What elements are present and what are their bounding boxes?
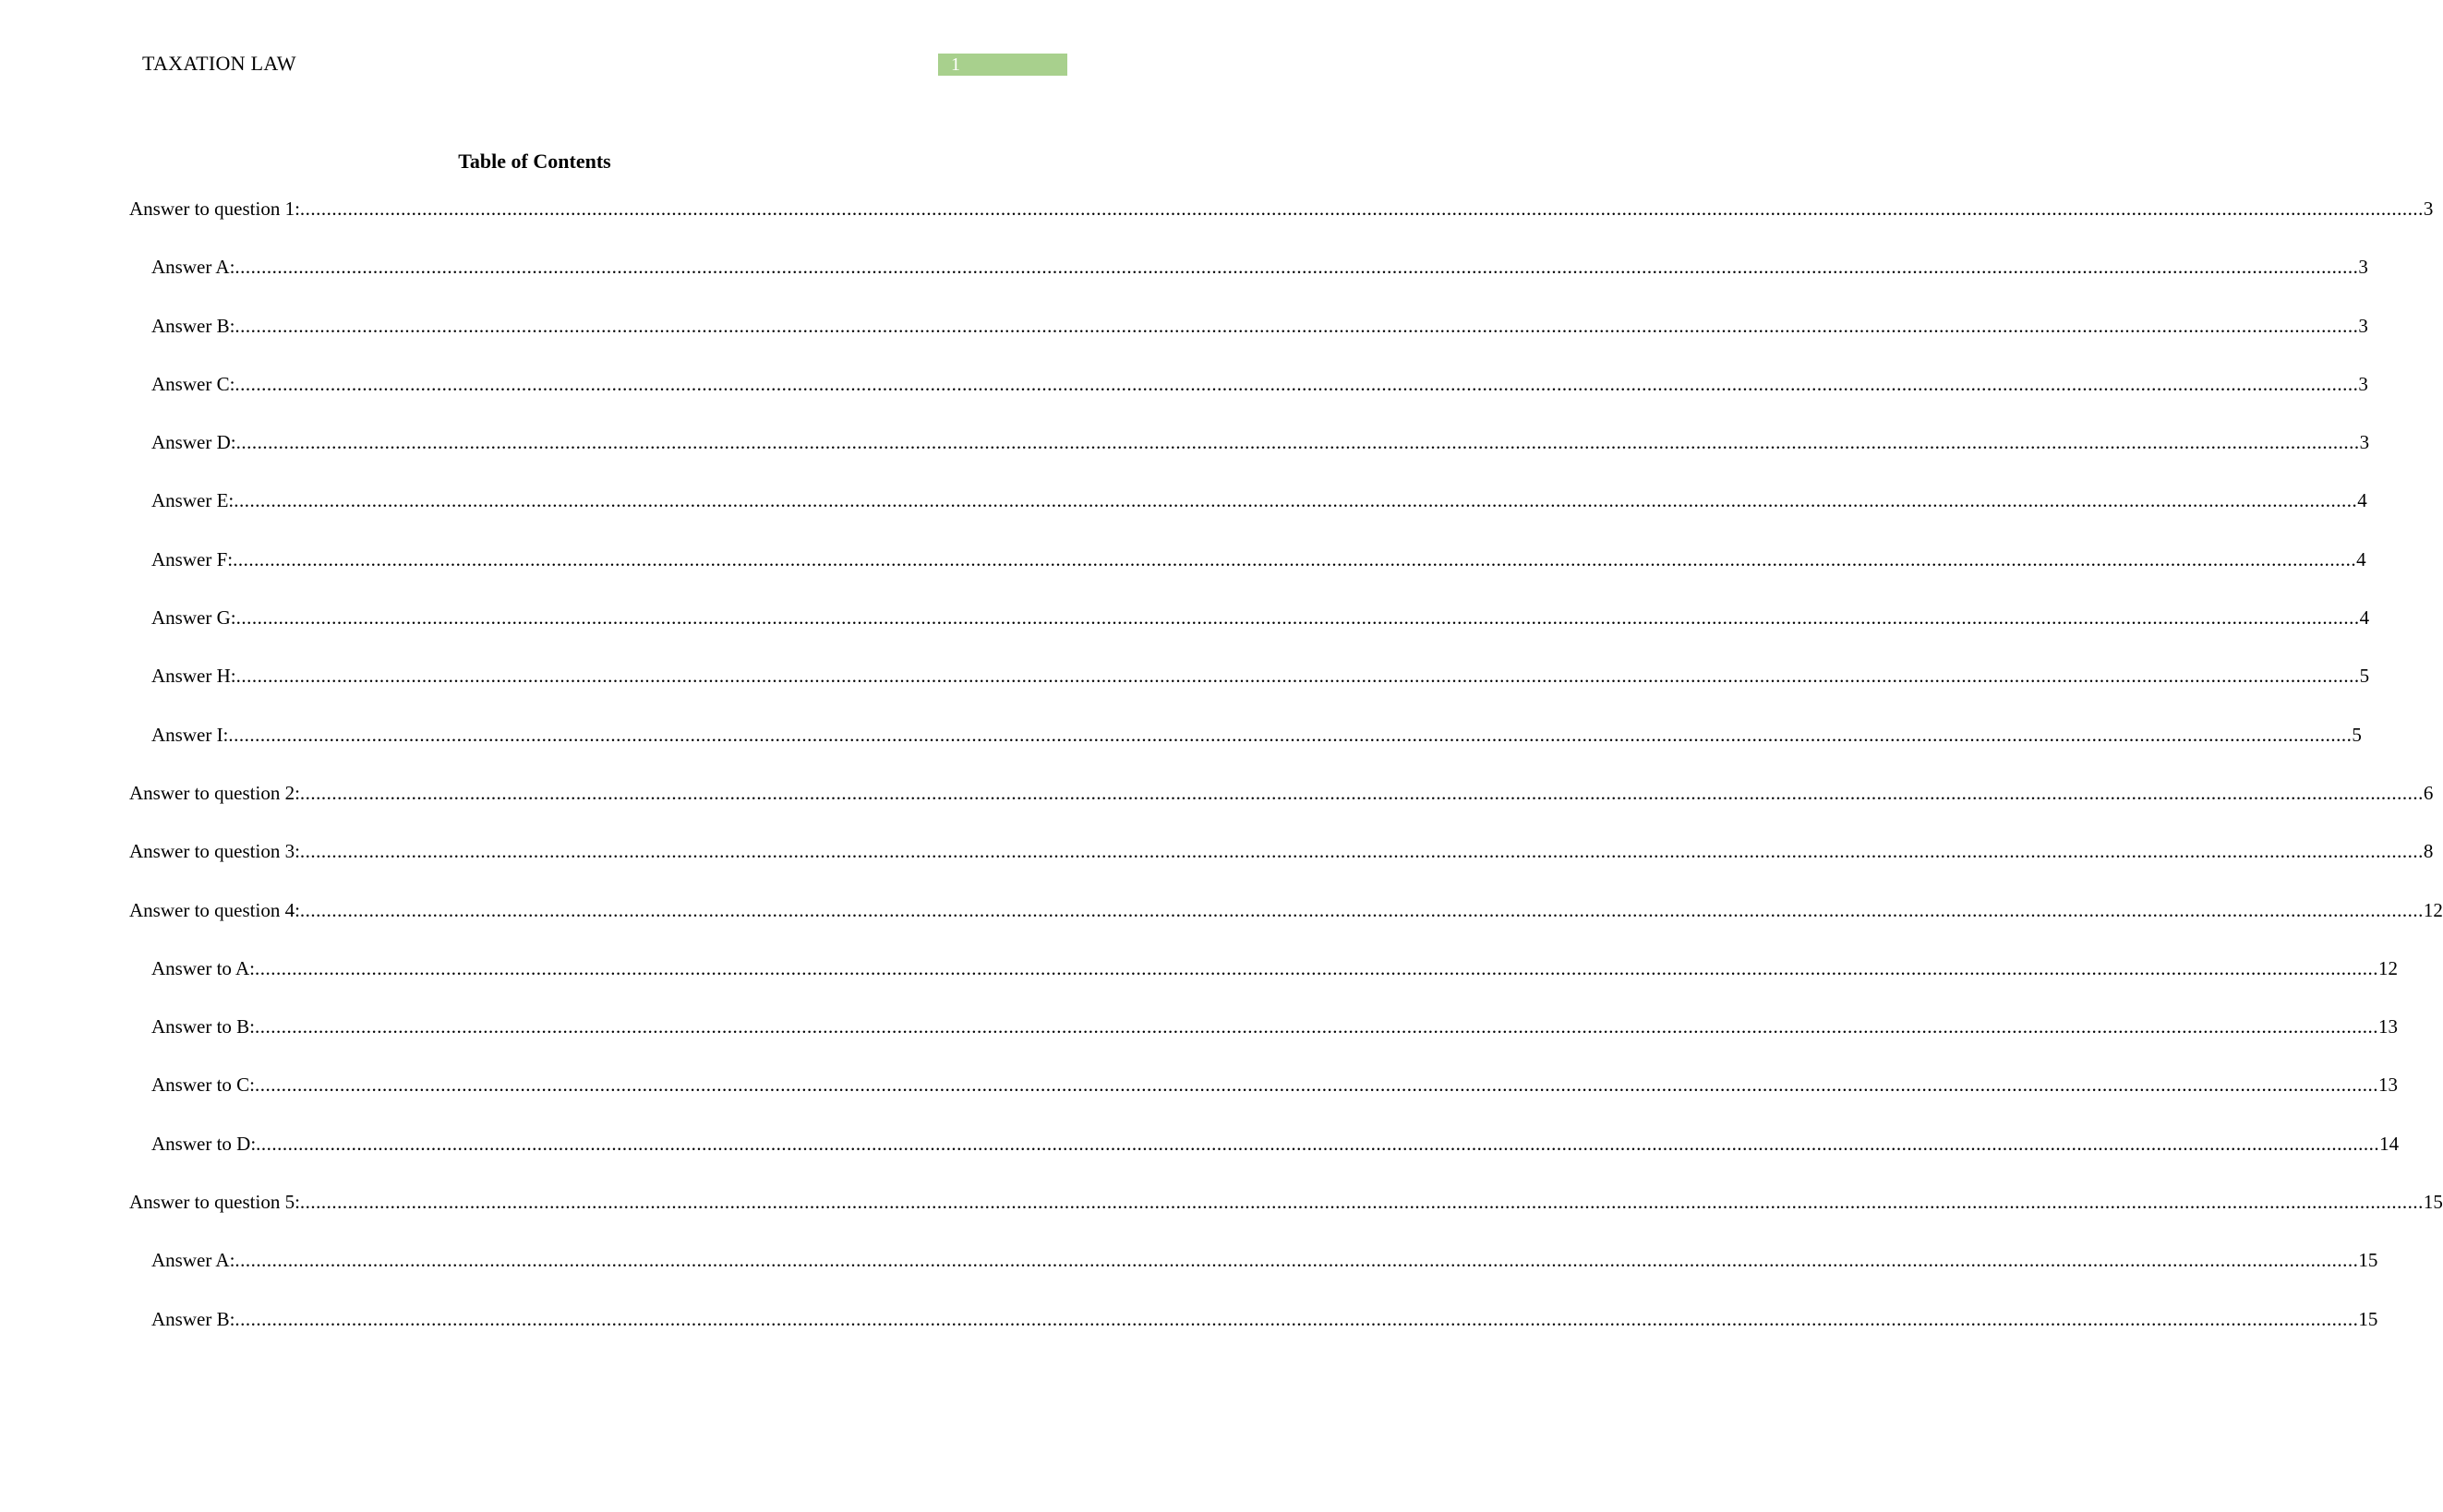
toc-entry[interactable] xyxy=(129,606,2370,665)
toc-entry[interactable] xyxy=(129,1249,2378,1307)
toc-entry-page: 5 xyxy=(2359,665,2370,688)
toc-entry-label: Answer B: xyxy=(151,1307,235,1330)
toc-entry[interactable] xyxy=(129,1015,2398,1074)
toc-entry-label: Answer to B: xyxy=(151,1015,255,1038)
toc-entry-label: Answer to A: xyxy=(151,956,255,979)
toc-dot-leader: ................................................................................................................................................................................................................................................................................................................................................................................................................ xyxy=(228,723,2353,746)
toc-entry-page: 12 xyxy=(2378,956,2398,979)
toc-dot-leader: ................................................................................................................................................................................................................................................................................................................................................................................................................ xyxy=(235,1307,2359,1330)
header-title: TAXATION LAW xyxy=(142,52,296,75)
toc-entry-page: 3 xyxy=(2358,372,2368,395)
toc-dot-leader: ................................................................................................................................................................................................................................................................................................................................................................................................................ xyxy=(299,840,2424,863)
toc-entry[interactable] xyxy=(129,1132,2400,1191)
toc-entry[interactable] xyxy=(129,198,2434,256)
toc-dot-leader: ................................................................................................................................................................................................................................................................................................................................................................................................................ xyxy=(235,314,2359,337)
toc-entry-page: 15 xyxy=(2423,1191,2443,1214)
toc-entry[interactable] xyxy=(129,314,2368,373)
toc-entry-label: Answer to C: xyxy=(151,1074,255,1097)
toc-entry-label: Answer G: xyxy=(151,606,236,630)
toc-entry-label: Answer B: xyxy=(151,314,235,337)
toc-entry-label: Answer D: xyxy=(151,431,236,454)
toc-entry-page: 13 xyxy=(2378,1015,2398,1038)
toc-entry-label: Answer to question 3: xyxy=(129,840,300,863)
toc-entry[interactable] xyxy=(129,781,2434,840)
toc-dot-leader: ................................................................................................................................................................................................................................................................................................................................................................................................................ xyxy=(235,431,2360,454)
toc-entry-page: 4 xyxy=(2359,606,2370,630)
toc-entry-page: 12 xyxy=(2423,898,2443,921)
toc-entry-label: Answer I: xyxy=(151,723,229,746)
toc-entry-label: Answer to question 4: xyxy=(129,898,300,921)
toc-entry-page: 4 xyxy=(2357,489,2367,512)
toc-dot-leader: ................................................................................................................................................................................................................................................................................................................................................................................................................ xyxy=(299,898,2424,921)
toc-dot-leader: ................................................................................................................................................................................................................................................................................................................................................................................................................ xyxy=(233,547,2357,570)
toc-dot-leader: ................................................................................................................................................................................................................................................................................................................................................................................................................ xyxy=(255,1015,2378,1038)
toc-dot-leader: ................................................................................................................................................................................................................................................................................................................................................................................................................ xyxy=(234,489,2358,512)
toc-entry-label: Answer H: xyxy=(151,665,236,688)
toc-dot-leader: ................................................................................................................................................................................................................................................................................................................................................................................................................ xyxy=(299,198,2424,220)
toc-entry-page: 5 xyxy=(2352,723,2362,746)
toc-dot-leader: ................................................................................................................................................................................................................................................................................................................................................................................................................ xyxy=(235,665,2360,688)
toc-dot-leader: ................................................................................................................................................................................................................................................................................................................................................................................................................ xyxy=(255,956,2378,979)
toc-entry[interactable] xyxy=(129,372,2368,431)
toc-entry-label: Answer to question 5: xyxy=(129,1191,300,1214)
toc-entry-page: 13 xyxy=(2378,1074,2398,1097)
toc-entry-label: Answer F: xyxy=(151,547,234,570)
toc-entry-page: 14 xyxy=(2379,1132,2400,1155)
toc-entry[interactable] xyxy=(129,956,2398,1015)
toc-dot-leader: ................................................................................................................................................................................................................................................................................................................................................................................................................ xyxy=(255,1074,2378,1097)
page-number-badge: 1 xyxy=(938,54,1067,76)
toc-entry[interactable] xyxy=(129,840,2434,898)
toc-dot-leader: ................................................................................................................................................................................................................................................................................................................................................................................................................ xyxy=(256,1132,2380,1155)
toc-dot-leader: ................................................................................................................................................................................................................................................................................................................................................................................................................ xyxy=(235,606,2360,630)
toc-entry[interactable] xyxy=(129,1191,2443,1249)
toc-entry-page: 6 xyxy=(2423,781,2434,804)
toc-entry-label: Answer to question 1: xyxy=(129,198,300,220)
toc-entry-label: Answer to question 2: xyxy=(129,781,300,804)
toc-entry-page: 15 xyxy=(2358,1249,2378,1272)
toc-entry-page: 8 xyxy=(2423,840,2434,863)
toc-dot-leader: ................................................................................................................................................................................................................................................................................................................................................................................................................ xyxy=(235,1249,2359,1272)
toc-entry-page: 3 xyxy=(2358,314,2368,337)
toc-heading: Table of Contents xyxy=(458,150,611,173)
toc-entry[interactable] xyxy=(129,489,2367,547)
toc-entry-label: Answer C: xyxy=(151,372,235,395)
toc-entry-page: 3 xyxy=(2358,256,2368,279)
toc-entry-label: Answer to D: xyxy=(151,1132,257,1155)
toc-entry[interactable] xyxy=(129,1307,2378,1366)
toc-dot-leader: ................................................................................................................................................................................................................................................................................................................................................................................................................ xyxy=(235,256,2359,279)
toc-entry-label: Answer A: xyxy=(151,1249,235,1272)
toc-entry[interactable] xyxy=(129,547,2366,606)
toc-dot-leader: ................................................................................................................................................................................................................................................................................................................................................................................................................ xyxy=(235,372,2359,395)
toc-entry[interactable] xyxy=(129,898,2443,957)
toc-dot-leader: ................................................................................................................................................................................................................................................................................................................................................................................................................ xyxy=(299,1191,2424,1214)
toc-entry-page: 4 xyxy=(2356,547,2366,570)
toc-entry[interactable] xyxy=(129,723,2362,782)
toc-entry[interactable] xyxy=(129,1074,2398,1132)
toc-entry[interactable] xyxy=(129,431,2370,489)
toc-dot-leader: ................................................................................................................................................................................................................................................................................................................................................................................................................ xyxy=(299,781,2424,804)
toc-entry-label: Answer A: xyxy=(151,256,235,279)
toc-entry-page: 3 xyxy=(2423,198,2434,220)
toc-entry-label: Answer E: xyxy=(151,489,235,512)
toc-entry[interactable] xyxy=(129,665,2370,723)
toc-entry-page: 15 xyxy=(2358,1307,2378,1330)
toc-entry[interactable] xyxy=(129,256,2368,314)
table-of-contents xyxy=(129,198,2443,1366)
toc-entry-page: 3 xyxy=(2359,431,2370,454)
